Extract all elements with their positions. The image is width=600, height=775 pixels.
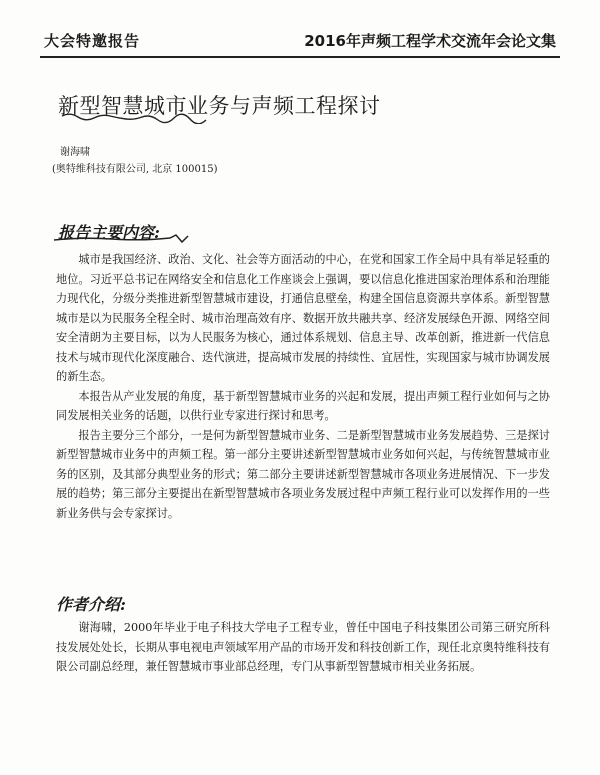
section-heading-underline: [52, 233, 192, 245]
report-section-heading: 报告主要内容:: [58, 223, 160, 242]
author-name: 谢海啸: [60, 147, 90, 158]
title-handwritten-underline: [60, 110, 210, 124]
article-title: 新型智慧城市业务与声频工程探讨: [58, 94, 381, 118]
author-affiliation: (奥特维科技有限公司, 北京 100015): [52, 164, 218, 175]
author-section-body: [56, 618, 550, 677]
header-rule: [40, 56, 560, 58]
author-section-heading: 作者介绍:: [56, 595, 126, 614]
header-left-label: 大会特邀报告: [44, 32, 141, 50]
author-paragraph-1: 谢海啸，2000年毕业于电子科技大学电子工程专业，曾任中国电子科技集团公司第三研究所科技发展处处长，长期从事电视电声领域军用产品的市场开发和科技创新工作，现任北京奥特维科技有限公司副总经理，兼任智慧城市事业部总经理，专门从事新型智慧城市相关业务拓展。: [56, 621, 550, 673]
report-paragraph-2: 本报告从产业发展的角度，基于新型智慧城市业务的兴起和发展，提出声频工程行业如何与之协同发展相关业务的话题，以供行业专家进行探讨和思考。: [56, 389, 550, 422]
header-right-label: 2016年声频工程学术交流年会论文集: [304, 32, 556, 50]
report-section-body: [56, 250, 550, 523]
report-paragraph-1: 城市是我国经济、政治、文化、社会等方面活动的中心，在党和国家工作全局中具有举足轻重的地位。习近平总书记在网络安全和信息化工作座谈会上强调，要以信息化推进国家治理体系和治理能力现代化，分级分类推进新型智慧城市建设，打通信息壁垒，构建全国信息资源共享体系。新型智慧城市是以为民服务全程全时、城市治理高效有序、数据开放共融共享、经济发展绿色开源、网络空间安全清朗为主要目标，以为人民服务为核心，通过体系规划、信息主导、改革创新，推进新一代信息技术与城市现代化深度融合、迭代演进，提高城市发展的持续性、宜居性，实现国家与城市协调发展的新生态。: [56, 253, 550, 383]
report-paragraph-3: 报告主要分三个部分，一是何为新型智慧城市业务、二是新型智慧城市业务发展趋势、三是探讨新型智慧城市业务中的声频工程。第一部分主要讲述新型智慧城市业务如何兴起，与传统智慧城市业务的区别，及其部分典型业务的形式；第二部分主要讲述新型智慧城市各项业务进展情况、下一步发展的趋势；第三部分主要提出在新型智慧城市各项业务发展过程中声频工程行业可以发挥作用的一些新业务供与会专家探讨。: [56, 428, 550, 520]
